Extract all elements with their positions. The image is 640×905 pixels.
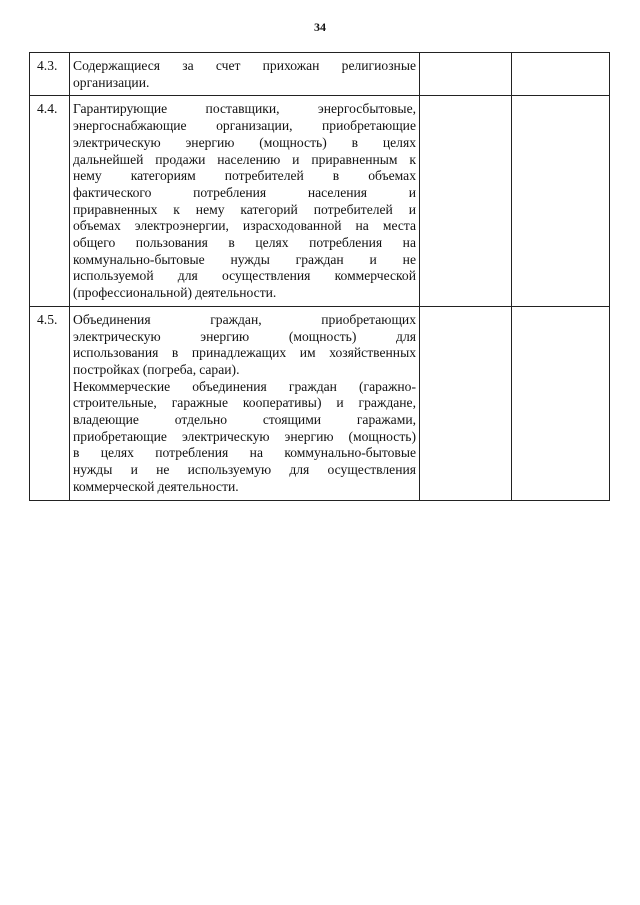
empty-cell xyxy=(420,306,512,500)
description-line: энергоснабжающие организации, приобретающие xyxy=(73,118,416,134)
description-line: Содержащиеся за счет прихожан религиозные xyxy=(73,58,416,73)
document-table xyxy=(29,52,610,501)
description-line: используемой для осуществления коммерческой xyxy=(73,268,416,284)
description-line: организации. xyxy=(73,74,150,90)
description-line: строительные, гаражные кооперативы) и граждане, xyxy=(73,395,416,411)
row-number: 4.5. xyxy=(30,306,70,500)
empty-cell xyxy=(512,306,610,500)
page-number: 34 xyxy=(314,20,326,34)
description-line: фактического потребления населения и xyxy=(73,184,416,200)
description-line: использования в принадлежащих им хозяйственных xyxy=(73,345,416,361)
description-line: приравненных к нему категорий потребителей и xyxy=(73,201,416,217)
description-line: приобретающие электрическую энергию (мощность) xyxy=(73,428,416,444)
description-line: электрическую энергию (мощность) в целях xyxy=(73,134,416,150)
description-line: дальнейшей продажи населению и приравненным к xyxy=(73,151,416,167)
description-line: общего пользования в целях потребления на xyxy=(73,235,416,251)
description-line: нужды и не используемую для осуществления xyxy=(73,462,416,478)
row-description xyxy=(70,53,420,96)
description-line: Гарантирующие поставщики, энергосбытовые, xyxy=(73,101,416,117)
description-line: Объединения граждан, приобретающих xyxy=(73,311,416,327)
description-line: (профессиональной) деятельности. xyxy=(73,285,277,301)
description-line: электрическую энергию (мощность) для xyxy=(73,328,416,344)
empty-cell xyxy=(420,53,512,96)
table-row xyxy=(30,96,610,306)
row-number: 4.4. xyxy=(30,96,70,306)
description-line: Некоммерческие объединения граждан (гаражно- xyxy=(73,378,416,394)
description-line: постройках (погреба, сараи). xyxy=(73,361,240,377)
description-line: нему категориям потребителей в объемах xyxy=(73,168,416,184)
description-line: объемах электроэнергии, израсходованной на места xyxy=(73,218,416,234)
row-description xyxy=(70,96,420,306)
description-line: коммерческой деятельности. xyxy=(73,478,239,494)
table-row xyxy=(30,53,610,96)
empty-cell xyxy=(420,96,512,306)
row-number: 4.3. xyxy=(30,53,70,96)
empty-cell xyxy=(512,53,610,96)
table-row xyxy=(30,306,610,500)
description-line: в целях потребления на коммунально-бытовые xyxy=(73,445,416,461)
description-line: владеющие отдельно стоящими гаражами, xyxy=(73,412,416,428)
description-line: коммунально-бытовые нужды граждан и не xyxy=(73,251,416,267)
empty-cell xyxy=(512,96,610,306)
row-description xyxy=(70,306,420,500)
